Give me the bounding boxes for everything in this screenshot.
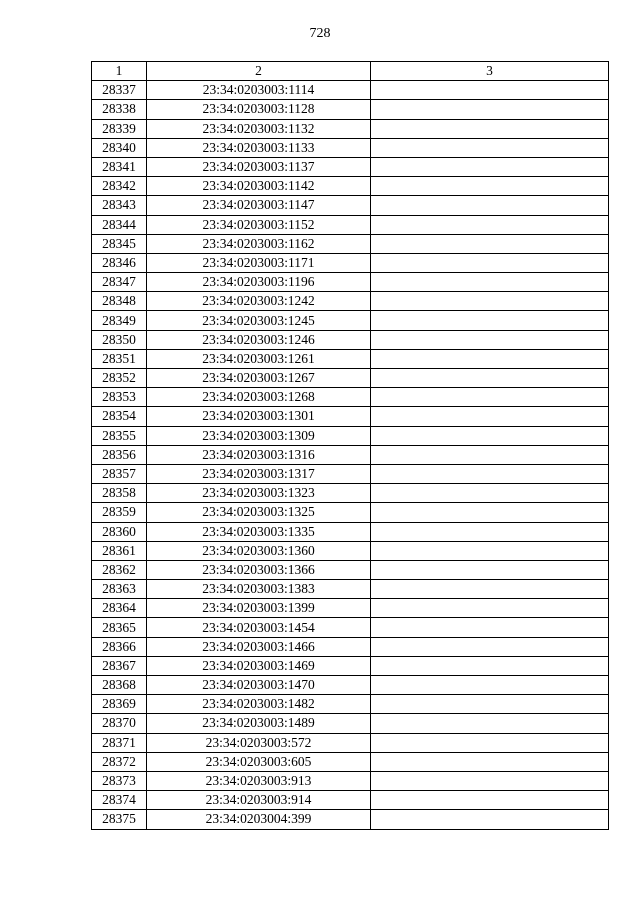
cadastral-number-cell: 23:34:0203003:1171 [147,253,371,272]
row-number-cell: 28359 [92,503,147,522]
table-row [92,119,609,138]
cadastral-number-cell: 23:34:0203003:1323 [147,484,371,503]
table-row [92,273,609,292]
notes-cell [371,714,609,733]
cadastral-number-cell: 23:34:0203003:1360 [147,541,371,560]
notes-cell [371,349,609,368]
cadastral-number-cell: 23:34:0203003:1196 [147,273,371,292]
table-row [92,464,609,483]
cadastral-number-cell: 23:34:0203003:1147 [147,196,371,215]
row-number-cell: 28348 [92,292,147,311]
cadastral-number-cell: 23:34:0203003:1133 [147,138,371,157]
notes-cell [371,215,609,234]
notes-cell [371,676,609,695]
table-row [92,100,609,119]
row-number-cell: 28375 [92,810,147,829]
table-row [92,138,609,157]
row-number-cell: 28372 [92,752,147,771]
row-number-cell: 28364 [92,599,147,618]
table-row [92,695,609,714]
cadastral-number-cell: 23:34:0203003:1261 [147,349,371,368]
table-row [92,580,609,599]
row-number-cell: 28351 [92,349,147,368]
notes-cell [371,407,609,426]
cadastral-number-cell: 23:34:0203003:605 [147,752,371,771]
notes-cell [371,445,609,464]
cadastral-number-cell: 23:34:0203003:1162 [147,234,371,253]
table-row [92,810,609,829]
table-row [92,560,609,579]
row-number-cell: 28340 [92,138,147,157]
row-number-cell: 28354 [92,407,147,426]
notes-cell [371,580,609,599]
notes-cell [371,177,609,196]
row-number-cell: 28343 [92,196,147,215]
cadastral-number-cell: 23:34:0203004:399 [147,810,371,829]
cadastral-number-cell: 23:34:0203003:1246 [147,330,371,349]
table-row [92,733,609,752]
table-row [92,541,609,560]
table-row [92,637,609,656]
row-number-cell: 28363 [92,580,147,599]
cadastral-number-cell: 23:34:0203003:1267 [147,369,371,388]
notes-cell [371,637,609,656]
row-number-cell: 28369 [92,695,147,714]
notes-cell [371,752,609,771]
cadastral-number-cell: 23:34:0203003:1317 [147,464,371,483]
row-number-cell: 28356 [92,445,147,464]
table-row [92,771,609,790]
cadastral-number-cell: 23:34:0203003:1469 [147,656,371,675]
notes-cell [371,522,609,541]
cadastral-number-cell: 23:34:0203003:1152 [147,215,371,234]
row-number-cell: 28368 [92,676,147,695]
cadastral-number-cell: 23:34:0203003:572 [147,733,371,752]
column-header-3: 3 [371,62,609,81]
cadastral-number-cell: 23:34:0203003:1142 [147,177,371,196]
header-row [92,62,609,81]
row-number-cell: 28360 [92,522,147,541]
cadastral-number-cell: 23:34:0203003:914 [147,791,371,810]
notes-cell [371,311,609,330]
table-row [92,676,609,695]
row-number-cell: 28362 [92,560,147,579]
row-number-cell: 28367 [92,656,147,675]
row-number-cell: 28341 [92,157,147,176]
row-number-cell: 28353 [92,388,147,407]
cadastral-number-cell: 23:34:0203003:1335 [147,522,371,541]
notes-cell [371,157,609,176]
table-row [92,388,609,407]
cadastral-number-cell: 23:34:0203003:1399 [147,599,371,618]
table-row [92,599,609,618]
table-row [92,234,609,253]
registry-table [91,61,609,830]
table-row [92,215,609,234]
notes-cell [371,369,609,388]
notes-cell [371,733,609,752]
table-row [92,407,609,426]
table-header [92,62,609,81]
notes-cell [371,81,609,100]
cadastral-number-cell: 23:34:0203003:1245 [147,311,371,330]
column-header-1: 1 [92,62,147,81]
notes-cell [371,599,609,618]
notes-cell [371,330,609,349]
row-number-cell: 28357 [92,464,147,483]
cadastral-number-cell: 23:34:0203003:1482 [147,695,371,714]
table-row [92,369,609,388]
notes-cell [371,100,609,119]
row-number-cell: 28337 [92,81,147,100]
row-number-cell: 28344 [92,215,147,234]
cadastral-number-cell: 23:34:0203003:1309 [147,426,371,445]
row-number-cell: 28358 [92,484,147,503]
notes-cell [371,234,609,253]
notes-cell [371,196,609,215]
row-number-cell: 28373 [92,771,147,790]
table-row [92,656,609,675]
notes-cell [371,656,609,675]
notes-cell [371,771,609,790]
cadastral-number-cell: 23:34:0203003:1489 [147,714,371,733]
table-row [92,157,609,176]
row-number-cell: 28366 [92,637,147,656]
cadastral-number-cell: 23:34:0203003:1466 [147,637,371,656]
table-row [92,752,609,771]
cadastral-number-cell: 23:34:0203003:1366 [147,560,371,579]
table-row [92,484,609,503]
notes-cell [371,791,609,810]
table-row [92,311,609,330]
cadastral-number-cell: 23:34:0203003:1301 [147,407,371,426]
notes-cell [371,541,609,560]
cadastral-number-cell: 23:34:0203003:1325 [147,503,371,522]
row-number-cell: 28345 [92,234,147,253]
row-number-cell: 28361 [92,541,147,560]
table-row [92,81,609,100]
table-row [92,618,609,637]
table-row [92,253,609,272]
table-row [92,445,609,464]
notes-cell [371,695,609,714]
cadastral-number-cell: 23:34:0203003:1383 [147,580,371,599]
table-row [92,714,609,733]
table-body [92,81,609,829]
notes-cell [371,253,609,272]
row-number-cell: 28355 [92,426,147,445]
notes-cell [371,484,609,503]
notes-cell [371,292,609,311]
table-row [92,292,609,311]
notes-cell [371,119,609,138]
table-row [92,196,609,215]
cadastral-number-cell: 23:34:0203003:1132 [147,119,371,138]
cadastral-number-cell: 23:34:0203003:913 [147,771,371,790]
row-number-cell: 28374 [92,791,147,810]
row-number-cell: 28338 [92,100,147,119]
cadastral-number-cell: 23:34:0203003:1114 [147,81,371,100]
table-row [92,791,609,810]
table-row [92,177,609,196]
notes-cell [371,560,609,579]
cadastral-number-cell: 23:34:0203003:1316 [147,445,371,464]
row-number-cell: 28350 [92,330,147,349]
row-number-cell: 28346 [92,253,147,272]
cadastral-number-cell: 23:34:0203003:1242 [147,292,371,311]
page-number: 728 [309,26,331,41]
cadastral-number-cell: 23:34:0203003:1454 [147,618,371,637]
table-row [92,330,609,349]
notes-cell [371,618,609,637]
row-number-cell: 28371 [92,733,147,752]
row-number-cell: 28370 [92,714,147,733]
notes-cell [371,810,609,829]
notes-cell [371,426,609,445]
row-number-cell: 28339 [92,119,147,138]
row-number-cell: 28342 [92,177,147,196]
column-header-2: 2 [147,62,371,81]
row-number-cell: 28365 [92,618,147,637]
table-row [92,522,609,541]
notes-cell [371,388,609,407]
table-row [92,426,609,445]
cadastral-number-cell: 23:34:0203003:1137 [147,157,371,176]
cadastral-number-cell: 23:34:0203003:1128 [147,100,371,119]
cadastral-number-cell: 23:34:0203003:1470 [147,676,371,695]
notes-cell [371,464,609,483]
notes-cell [371,503,609,522]
row-number-cell: 28347 [92,273,147,292]
notes-cell [371,273,609,292]
cadastral-number-cell: 23:34:0203003:1268 [147,388,371,407]
notes-cell [371,138,609,157]
table-row [92,349,609,368]
row-number-cell: 28352 [92,369,147,388]
row-number-cell: 28349 [92,311,147,330]
table-row [92,503,609,522]
